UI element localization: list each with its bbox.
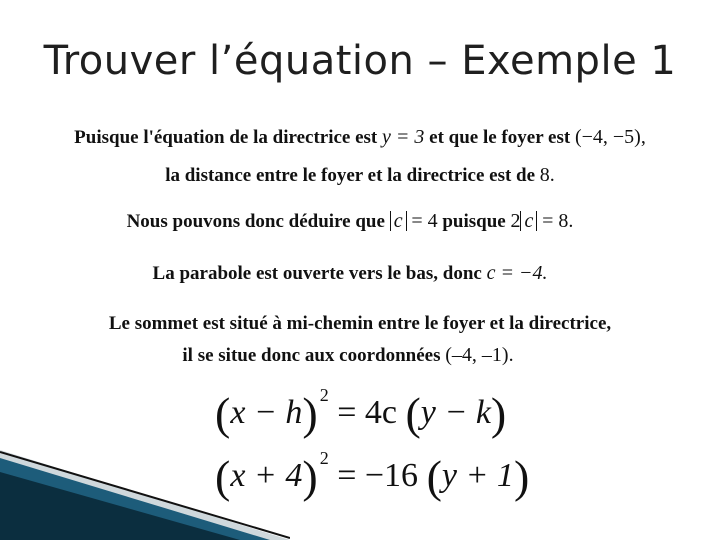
line6-text: il se situe donc aux coordonnées bbox=[182, 345, 441, 366]
line3-abs1: c bbox=[390, 211, 407, 231]
text-line-3 bbox=[0, 210, 710, 233]
line1-math2: (−4, −5), bbox=[574, 126, 646, 148]
eq1-inner2: y − k bbox=[420, 394, 491, 431]
text-line-6 bbox=[0, 344, 708, 367]
line2-math: 8. bbox=[539, 164, 555, 186]
slide-title: Trouver l’équation – Exemple 1 bbox=[43, 38, 677, 84]
text-line-2 bbox=[0, 164, 720, 187]
text-line-5 bbox=[0, 313, 720, 335]
eq2-exp: 2 bbox=[319, 448, 329, 468]
text-line-1 bbox=[0, 126, 720, 149]
text-line-4 bbox=[0, 262, 710, 285]
eq2-mid: = −16 bbox=[337, 457, 419, 494]
line3-math1: = 4 bbox=[411, 210, 438, 232]
line3-abs2: c bbox=[520, 211, 537, 231]
line1-math1: y = 3 bbox=[382, 126, 425, 148]
eq1-exp: 2 bbox=[319, 385, 329, 405]
eq1-inner: x − h bbox=[230, 394, 303, 431]
eq1-mid: = 4c bbox=[337, 394, 397, 431]
line3-text1: Nous pouvons donc déduire que bbox=[126, 211, 385, 232]
eq1-rparen2: ) bbox=[490, 388, 507, 439]
eq1-lparen2: ( bbox=[405, 388, 421, 439]
decorative-swoosh bbox=[0, 450, 290, 540]
eq2-lparen2: ( bbox=[426, 451, 442, 502]
line5-text: Le sommet est situé à mi-chemin entre le foyer et la directrice, bbox=[108, 313, 612, 334]
eq1-lparen: ( bbox=[215, 388, 231, 439]
line3-text2: puisque bbox=[442, 211, 506, 232]
line4-math: c = −4. bbox=[486, 262, 548, 284]
eq1-rparen: ) bbox=[302, 388, 318, 439]
line3-math2b: = 8. bbox=[542, 210, 574, 232]
line2-text: la distance entre le foyer et la directrice est de bbox=[165, 165, 536, 186]
line4-text: La parabole est ouverte vers le bas, donc bbox=[152, 263, 482, 284]
line1-text2: et que le foyer est bbox=[429, 127, 571, 148]
eq2-rparen2: ) bbox=[513, 451, 530, 502]
eq2-inner: x + 4 bbox=[230, 457, 303, 494]
vertex-form-equation bbox=[215, 385, 506, 440]
eq2-rparen: ) bbox=[302, 451, 318, 502]
line6-math: (–4, –1). bbox=[445, 344, 514, 366]
eq2-inner2: y + 1 bbox=[441, 457, 514, 494]
line3-math2a: 2 bbox=[510, 210, 521, 232]
eq2-lparen: ( bbox=[215, 451, 231, 502]
line1-text1: Puisque l'équation de la directrice est bbox=[74, 127, 378, 148]
